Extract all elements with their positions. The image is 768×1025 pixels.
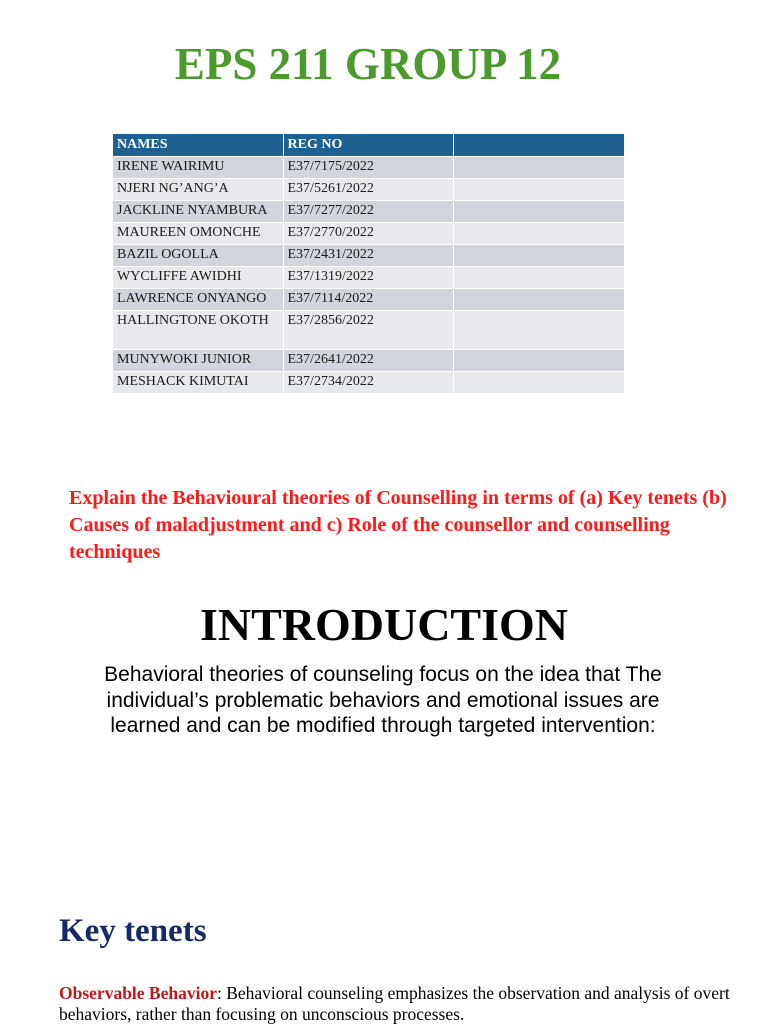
introduction-body: Behavioral theories of counseling focus on the idea that The individual’s problematic behaviors and emotional issues are learned and can be modified through targeted intervention: (104, 663, 662, 737)
member-name: JACKLINE NYAMBURA (113, 201, 283, 223)
member-reg-no: E37/2734/2022 (283, 372, 453, 394)
observable-behavior-paragraph (59, 983, 749, 1025)
empty-cell (453, 372, 624, 394)
assignment-question: Explain the Behavioural theories of Counselling in terms of (a) Key tenets (b) Causes of maladjustment and c) Role of the counsellor and counselling techniques (69, 487, 727, 563)
page-title: EPS 211 GROUP 12 (174, 39, 562, 89)
table-row (113, 289, 624, 311)
member-name: HALLINGTONE OKOTH (113, 311, 283, 350)
member-name: NJERI NG’ANG’A (113, 179, 283, 201)
table-header-row (113, 134, 624, 157)
member-reg-no: E37/7114/2022 (283, 289, 453, 311)
observable-behavior-term: Observable Behavior (59, 983, 217, 1003)
table-row (113, 372, 624, 394)
table-row (113, 179, 624, 201)
empty-cell (453, 267, 624, 289)
member-name: MAUREEN OMONCHE (113, 223, 283, 245)
empty-cell (453, 157, 624, 179)
member-reg-no: E37/2856/2022 (283, 311, 453, 350)
member-name: WYCLIFFE AWIDHI (113, 267, 283, 289)
table-row (113, 267, 624, 289)
member-name: MUNYWOKI JUNIOR (113, 350, 283, 372)
empty-cell (453, 201, 624, 223)
member-reg-no: E37/2641/2022 (283, 350, 453, 372)
table-row (113, 201, 624, 223)
member-reg-no: E37/2431/2022 (283, 245, 453, 267)
empty-cell (453, 289, 624, 311)
member-name: MESHACK KIMUTAI (113, 372, 283, 394)
empty-cell (453, 245, 624, 267)
header-empty (453, 134, 624, 157)
empty-cell (453, 223, 624, 245)
member-reg-no: E37/5261/2022 (283, 179, 453, 201)
introduction-heading: INTRODUCTION (199, 599, 569, 650)
header-names: NAMES (113, 134, 283, 157)
table-row (113, 311, 624, 350)
observable-behavior-text: : Behavioral counseling emphasizes the observation and analysis of overt behaviors, rather than focusing on unconscious processes. (59, 983, 730, 1024)
empty-cell (453, 179, 624, 201)
member-reg-no: E37/7175/2022 (283, 157, 453, 179)
member-name: LAWRENCE ONYANGO (113, 289, 283, 311)
table-row (113, 157, 624, 179)
table-row (113, 350, 624, 372)
empty-cell (453, 350, 624, 372)
member-reg-no: E37/1319/2022 (283, 267, 453, 289)
member-reg-no: E37/7277/2022 (283, 201, 453, 223)
member-reg-no: E37/2770/2022 (283, 223, 453, 245)
key-tenets-heading: Key tenets (59, 913, 207, 949)
header-reg-no: REG NO (283, 134, 453, 157)
member-name: IRENE WAIRIMU (113, 157, 283, 179)
table-row (113, 245, 624, 267)
empty-cell (453, 311, 624, 350)
member-name: BAZIL OGOLLA (113, 245, 283, 267)
table-row (113, 223, 624, 245)
members-table (113, 134, 625, 393)
